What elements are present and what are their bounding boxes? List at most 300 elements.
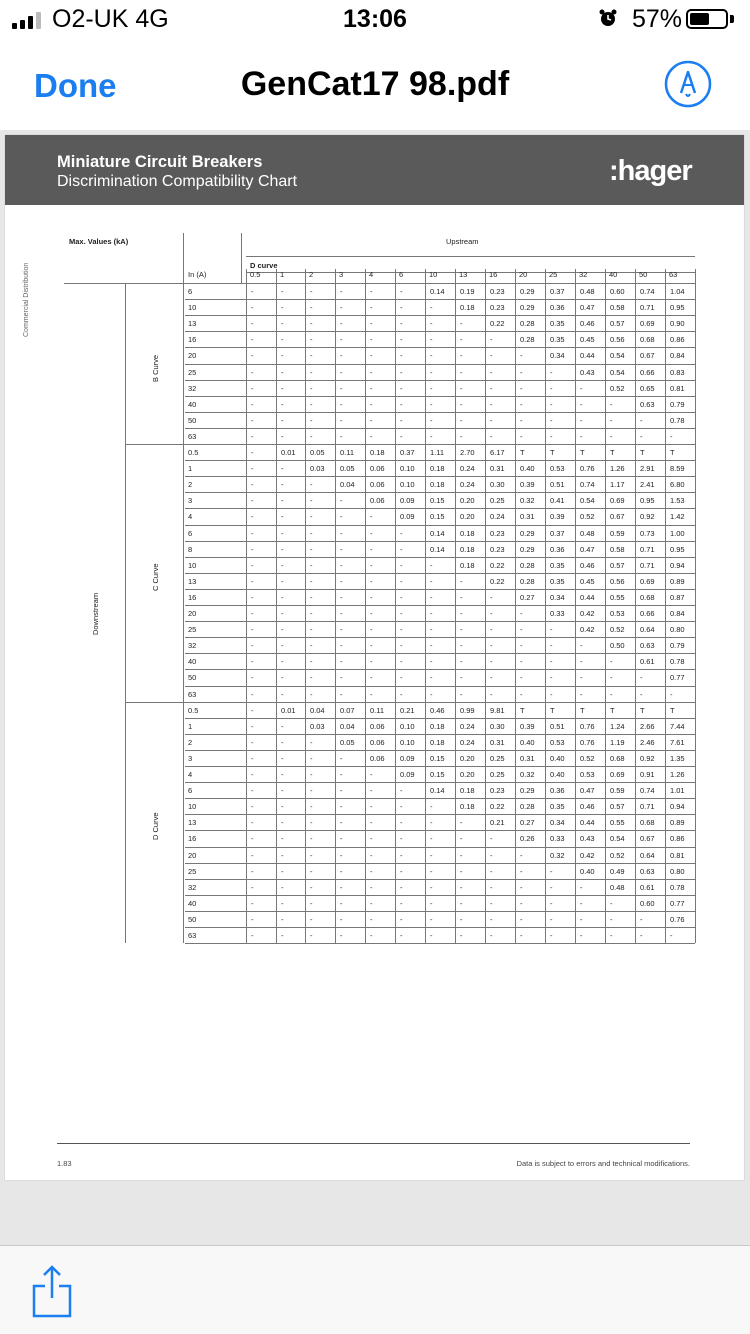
downstream-rating: 20 [188,850,197,860]
downstream-rating: 2 [188,737,193,747]
table-cell: 1.11 [430,448,445,457]
table-cell: 0.64 [640,625,655,635]
doc-heading: Miniature Circuit Breakers [57,153,263,171]
table-cell: 0.35 [550,335,565,345]
table-cell: - [400,319,403,329]
table-cell: - [550,898,553,908]
table-cell: - [550,657,553,667]
table-cell: 0.32 [520,496,535,506]
table-cell: - [400,914,403,924]
table-cell: 0.34 [550,351,565,361]
table-cell: - [251,609,254,618]
table-cell: 0.28 [520,335,535,345]
markup-pen-icon[interactable] [664,60,712,108]
table-cell: 0.87 [670,592,685,602]
status-bar [0,0,750,40]
table-cell: 0.31 [490,737,505,747]
table-cell: - [490,657,493,667]
table-cell: - [340,303,343,313]
table-cell: - [281,657,284,667]
table-cell: - [430,609,433,618]
table-cell: - [430,335,433,345]
table-cell: 0.51 [550,721,565,731]
table-cell: 0.35 [550,802,565,812]
table-cell: 0.14 [430,528,445,538]
table-cell: - [490,898,493,908]
table-cell: 0.86 [670,834,685,844]
table-cell: 0.78 [670,657,685,667]
table-cell: 0.54 [610,367,625,377]
table-cell: 0.52 [610,383,625,393]
table-cell: 0.47 [580,303,595,313]
table-col-line [365,283,366,943]
table-cell: 0.18 [430,464,445,474]
table-cell: - [520,431,523,441]
downstream-rating: 50 [188,914,197,924]
upstream-rule [246,256,695,257]
table-cell: 0.14 [430,786,445,796]
table-cell: 0.92 [640,512,655,522]
table-row-line [185,508,695,509]
table-cell: 1.42 [670,512,685,522]
table-cell: - [251,351,254,361]
table-cell: - [310,544,313,554]
table-cell: - [281,931,284,940]
table-cell: 0.29 [520,544,535,554]
table-cell: - [281,592,284,602]
table-cell: - [460,625,463,635]
share-icon[interactable] [32,1264,72,1318]
table-cell: - [400,560,403,570]
table-cell: 0.54 [580,496,595,506]
table-cell: - [550,689,553,699]
table-cell: - [460,914,463,924]
rating-col-line [365,269,366,283]
table-cell: 0.01 [281,448,296,457]
table-cell: - [370,609,373,618]
table-cell: - [310,737,313,747]
table-cell: 6.80 [670,480,685,490]
table-cell: - [580,689,583,699]
table-cell: 0.33 [550,834,565,844]
table-cell: - [490,641,493,651]
page-number: 1.83 [57,1159,72,1168]
table-cell: 0.05 [340,464,355,474]
table-row-line [185,782,695,783]
table-cell: - [340,431,343,441]
table-cell: - [310,850,313,860]
table-cell: 0.24 [460,737,475,747]
table-cell: 0.47 [580,544,595,554]
rating-col-line [395,269,396,283]
table-cell: 0.18 [460,528,475,538]
upstream-rating-4: 4 [369,270,374,279]
rating-rule [64,283,695,284]
table-cell: - [490,431,493,441]
table-cell: - [310,415,313,425]
table-cell: 0.86 [670,335,685,345]
table-cell: - [251,448,254,457]
table-cell: - [310,351,313,361]
table-cell: 0.31 [520,512,535,522]
table-cell: - [580,431,583,441]
table-cell: - [340,560,343,570]
table-cell: - [310,592,313,602]
table-cell: 0.79 [670,399,685,409]
table-cell: - [281,287,284,296]
table-cell: 0.29 [520,528,535,538]
table-cell: - [310,866,313,876]
group-label-2: D Curve [151,812,160,841]
table-cell: - [310,673,313,683]
table-cell: - [370,770,373,779]
downstream-rating: 10 [188,802,197,812]
table-cell: - [251,770,254,779]
table-cell: - [430,592,433,602]
table-cell: - [281,850,284,860]
rating-col-line [635,269,636,283]
table-cell: - [251,737,254,747]
rating-col-line [425,269,426,283]
upstream-rating-6: 6 [399,270,404,279]
table-cell: 0.78 [670,882,685,892]
table-cell: - [520,882,523,892]
table-cell: - [400,335,403,345]
table-cell: - [430,802,433,812]
downstream-rating: 6 [188,528,193,538]
table-cell: - [370,914,373,924]
table-row-line [185,541,695,542]
downstream-rating: 10 [188,303,197,313]
table-cell: - [400,351,403,361]
table-cell: - [580,657,583,667]
table-cell: 0.84 [670,351,685,361]
downstream-rating: 40 [188,399,197,409]
table-cell: - [251,914,254,924]
table-cell: 1.17 [610,480,625,490]
group-divider [125,444,695,445]
table-cell: - [281,786,284,796]
table-cell: - [370,528,373,538]
table-row-line [185,396,695,397]
table-cell: - [460,351,463,361]
table-cell: - [460,882,463,892]
table-cell: - [520,657,523,667]
table-cell: - [400,399,403,409]
table-cell: - [610,898,613,908]
table-cell: 0.32 [550,850,565,860]
table-cell: 0.06 [370,753,385,763]
table-cell: 0.49 [610,866,625,876]
table-cell: 0.15 [430,753,445,763]
rating-col-line [276,269,277,283]
table-cell: - [251,287,254,296]
downstream-rating: 63 [188,931,197,940]
table-cell: - [370,898,373,908]
table-cell: - [310,576,313,586]
table-cell: 0.18 [430,737,445,747]
table-cell: - [430,818,433,828]
table-cell: - [430,657,433,667]
table-cell: - [310,431,313,441]
table-cell: T [640,705,645,715]
table-cell: 0.24 [460,480,475,490]
table-cell: 0.69 [640,576,655,586]
table-cell: - [610,431,613,441]
table-cell: - [370,287,373,296]
battery-tip [730,15,734,23]
table-cell: - [490,882,493,892]
table-cell: 0.48 [580,287,595,296]
table-cell: - [640,931,643,940]
table-cell: 0.06 [370,464,385,474]
table-cell: T [640,448,645,457]
in-header: In (A) [188,270,207,279]
table-cell: 0.79 [670,641,685,651]
table-cell: 1.24 [610,721,625,731]
table-cell: 0.04 [340,480,355,490]
table-cell: - [281,721,284,731]
table-cell: 0.69 [610,496,625,506]
table-cell: 0.95 [670,303,685,313]
table-cell: 0.21 [490,818,505,828]
table-cell: - [490,415,493,425]
table-row-line [185,460,695,461]
table-cell: 0.66 [640,609,655,618]
table-row-line [185,943,695,944]
table-cell: 0.48 [610,882,625,892]
table-cell: - [340,399,343,409]
pdf-viewer[interactable] [0,130,750,1245]
document-title: GenCat17 98.pdf [240,65,510,103]
bottom-toolbar [0,1245,750,1334]
battery-percent: 57% [632,5,683,33]
table-cell: 0.65 [640,383,655,393]
table-cell: - [460,641,463,651]
downstream-rating: 0.5 [188,705,199,715]
table-row-line [185,718,695,719]
table-cell: - [430,882,433,892]
table-cell: - [640,431,643,441]
table-cell: - [251,689,254,699]
table-cell: 0.06 [370,496,385,506]
downstream-rating: 25 [188,866,197,876]
table-cell: 0.24 [460,721,475,731]
downstream-rating: 50 [188,415,197,425]
table-cell: 0.22 [490,560,505,570]
table-cell: - [430,850,433,860]
table-cell: 0.46 [580,560,595,570]
table-cell: - [490,367,493,377]
table-row-line [185,492,695,493]
table-cell: - [520,415,523,425]
table-cell: 0.67 [640,834,655,844]
table-cell: 0.60 [640,898,655,908]
table-cell: 0.04 [340,721,355,731]
table-cell: - [281,496,284,506]
table-cell: 0.35 [550,560,565,570]
table-cell: 0.80 [670,625,685,635]
table-cell: - [251,335,254,345]
table-cell: - [400,850,403,860]
table-cell: 0.34 [550,818,565,828]
table-cell: 0.57 [610,560,625,570]
table-cell: 2.46 [640,737,655,747]
table-cell: - [251,641,254,651]
table-cell: 0.35 [550,319,565,329]
table-cell: - [670,431,673,441]
table-cell: 0.20 [460,753,475,763]
table-row-line [185,895,695,896]
table-cell: - [251,431,254,441]
table-cell: - [310,898,313,908]
table-cell: 0.18 [460,786,475,796]
table-cell: 0.10 [400,464,415,474]
table-cell: - [281,625,284,635]
table-cell: - [580,914,583,924]
table-cell: - [550,931,553,940]
table-cell: - [550,367,553,377]
table-cell: - [251,786,254,796]
clock: 13:06 [343,5,407,33]
downstream-rating: 25 [188,367,197,377]
table-cell: 0.31 [490,464,505,474]
table-cell: 0.18 [460,544,475,554]
downstream-rating: 50 [188,673,197,683]
table-cell: 0.28 [520,319,535,329]
table-cell: - [310,834,313,844]
table-cell: - [370,383,373,393]
table-cell: - [520,399,523,409]
table-row-line [185,669,695,670]
table-cell: - [430,898,433,908]
table-cell: 2.91 [640,464,655,474]
curve-border [183,283,184,943]
table-col-line [515,283,516,943]
table-cell: 0.52 [610,625,625,635]
downstream-rating: 3 [188,496,193,506]
table-cell: 0.55 [610,818,625,828]
disclaimer: Data is subject to errors and technical modifications. [516,1159,690,1168]
table-row-line [185,331,695,332]
table-cell: 9.81 [490,705,505,715]
table-cell: - [520,625,523,635]
table-cell: - [310,625,313,635]
table-cell: - [340,609,343,618]
table-cell: 0.24 [490,512,505,522]
downstream-rating: 4 [188,512,193,522]
table-cell: - [251,383,254,393]
table-cell: 0.59 [610,786,625,796]
table-cell: 0.18 [460,303,475,313]
table-cell: 0.37 [550,528,565,538]
table-cell: 0.71 [640,802,655,812]
table-cell: 0.05 [340,737,355,747]
table-cell: 1.01 [670,786,685,796]
table-cell: - [310,528,313,538]
upstream-curve-label: D curve [250,261,278,270]
table-cell: 1.26 [670,770,685,779]
table-cell: - [340,898,343,908]
table-cell: 0.53 [550,737,565,747]
table-cell: - [400,786,403,796]
table-cell: - [490,592,493,602]
rating-col-line [246,269,247,283]
table-cell: 0.25 [490,753,505,763]
downstream-rating: 10 [188,560,197,570]
table-cell: - [550,625,553,635]
table-cell: 0.29 [520,287,535,296]
table-col-line [545,283,546,943]
table-col-line [605,283,606,943]
upstream-rating-20: 20 [519,270,528,279]
table-cell: 7.44 [670,721,685,731]
table-cell: - [550,383,553,393]
table-col-line [455,283,456,943]
table-cell: 0.37 [550,287,565,296]
downstream-rating: 20 [188,351,197,361]
doc-subheading: Discrimination Compatibility Chart [57,173,298,190]
table-cell: 0.06 [370,480,385,490]
table-cell: - [370,850,373,860]
rating-col-line [545,269,546,283]
table-cell: 0.58 [610,303,625,313]
table-cell: - [370,689,373,699]
table-cell: 0.40 [520,464,535,474]
table-cell: 0.69 [610,770,625,779]
table-row-line [185,653,695,654]
table-cell: - [281,399,284,409]
table-cell: - [370,319,373,329]
table-cell: - [640,415,643,425]
table-cell: 0.24 [460,464,475,474]
table-cell: - [340,818,343,828]
table-cell: 0.36 [550,544,565,554]
table-row-line [185,589,695,590]
table-cell: - [281,866,284,876]
table-cell: - [310,287,313,296]
table-cell: 0.80 [670,866,685,876]
table-cell: - [340,351,343,361]
table-cell: - [281,689,284,699]
table-row-line [185,830,695,831]
table-cell: - [281,464,284,474]
table-cell: - [520,367,523,377]
table-cell: T [520,448,525,457]
table-cell: 0.53 [580,770,595,779]
group-divider [125,702,695,703]
table-row-line [185,621,695,622]
table-cell: - [251,576,254,586]
table-cell: - [550,673,553,683]
table-cell: 0.52 [610,850,625,860]
table-cell: - [340,657,343,667]
table-cell: - [610,689,613,699]
table-cell: - [251,866,254,876]
table-cell: 0.41 [550,496,565,506]
table-cell: - [610,415,613,425]
table-row-line [185,637,695,638]
downstream-rating: 40 [188,898,197,908]
done-button[interactable]: Done [34,67,117,104]
table-cell: - [340,592,343,602]
table-cell: 0.67 [610,512,625,522]
table-cell: - [430,415,433,425]
table-cell: - [430,303,433,313]
table-cell: - [340,753,343,763]
table-cell: 0.18 [430,480,445,490]
table-cell: 0.99 [460,705,475,715]
